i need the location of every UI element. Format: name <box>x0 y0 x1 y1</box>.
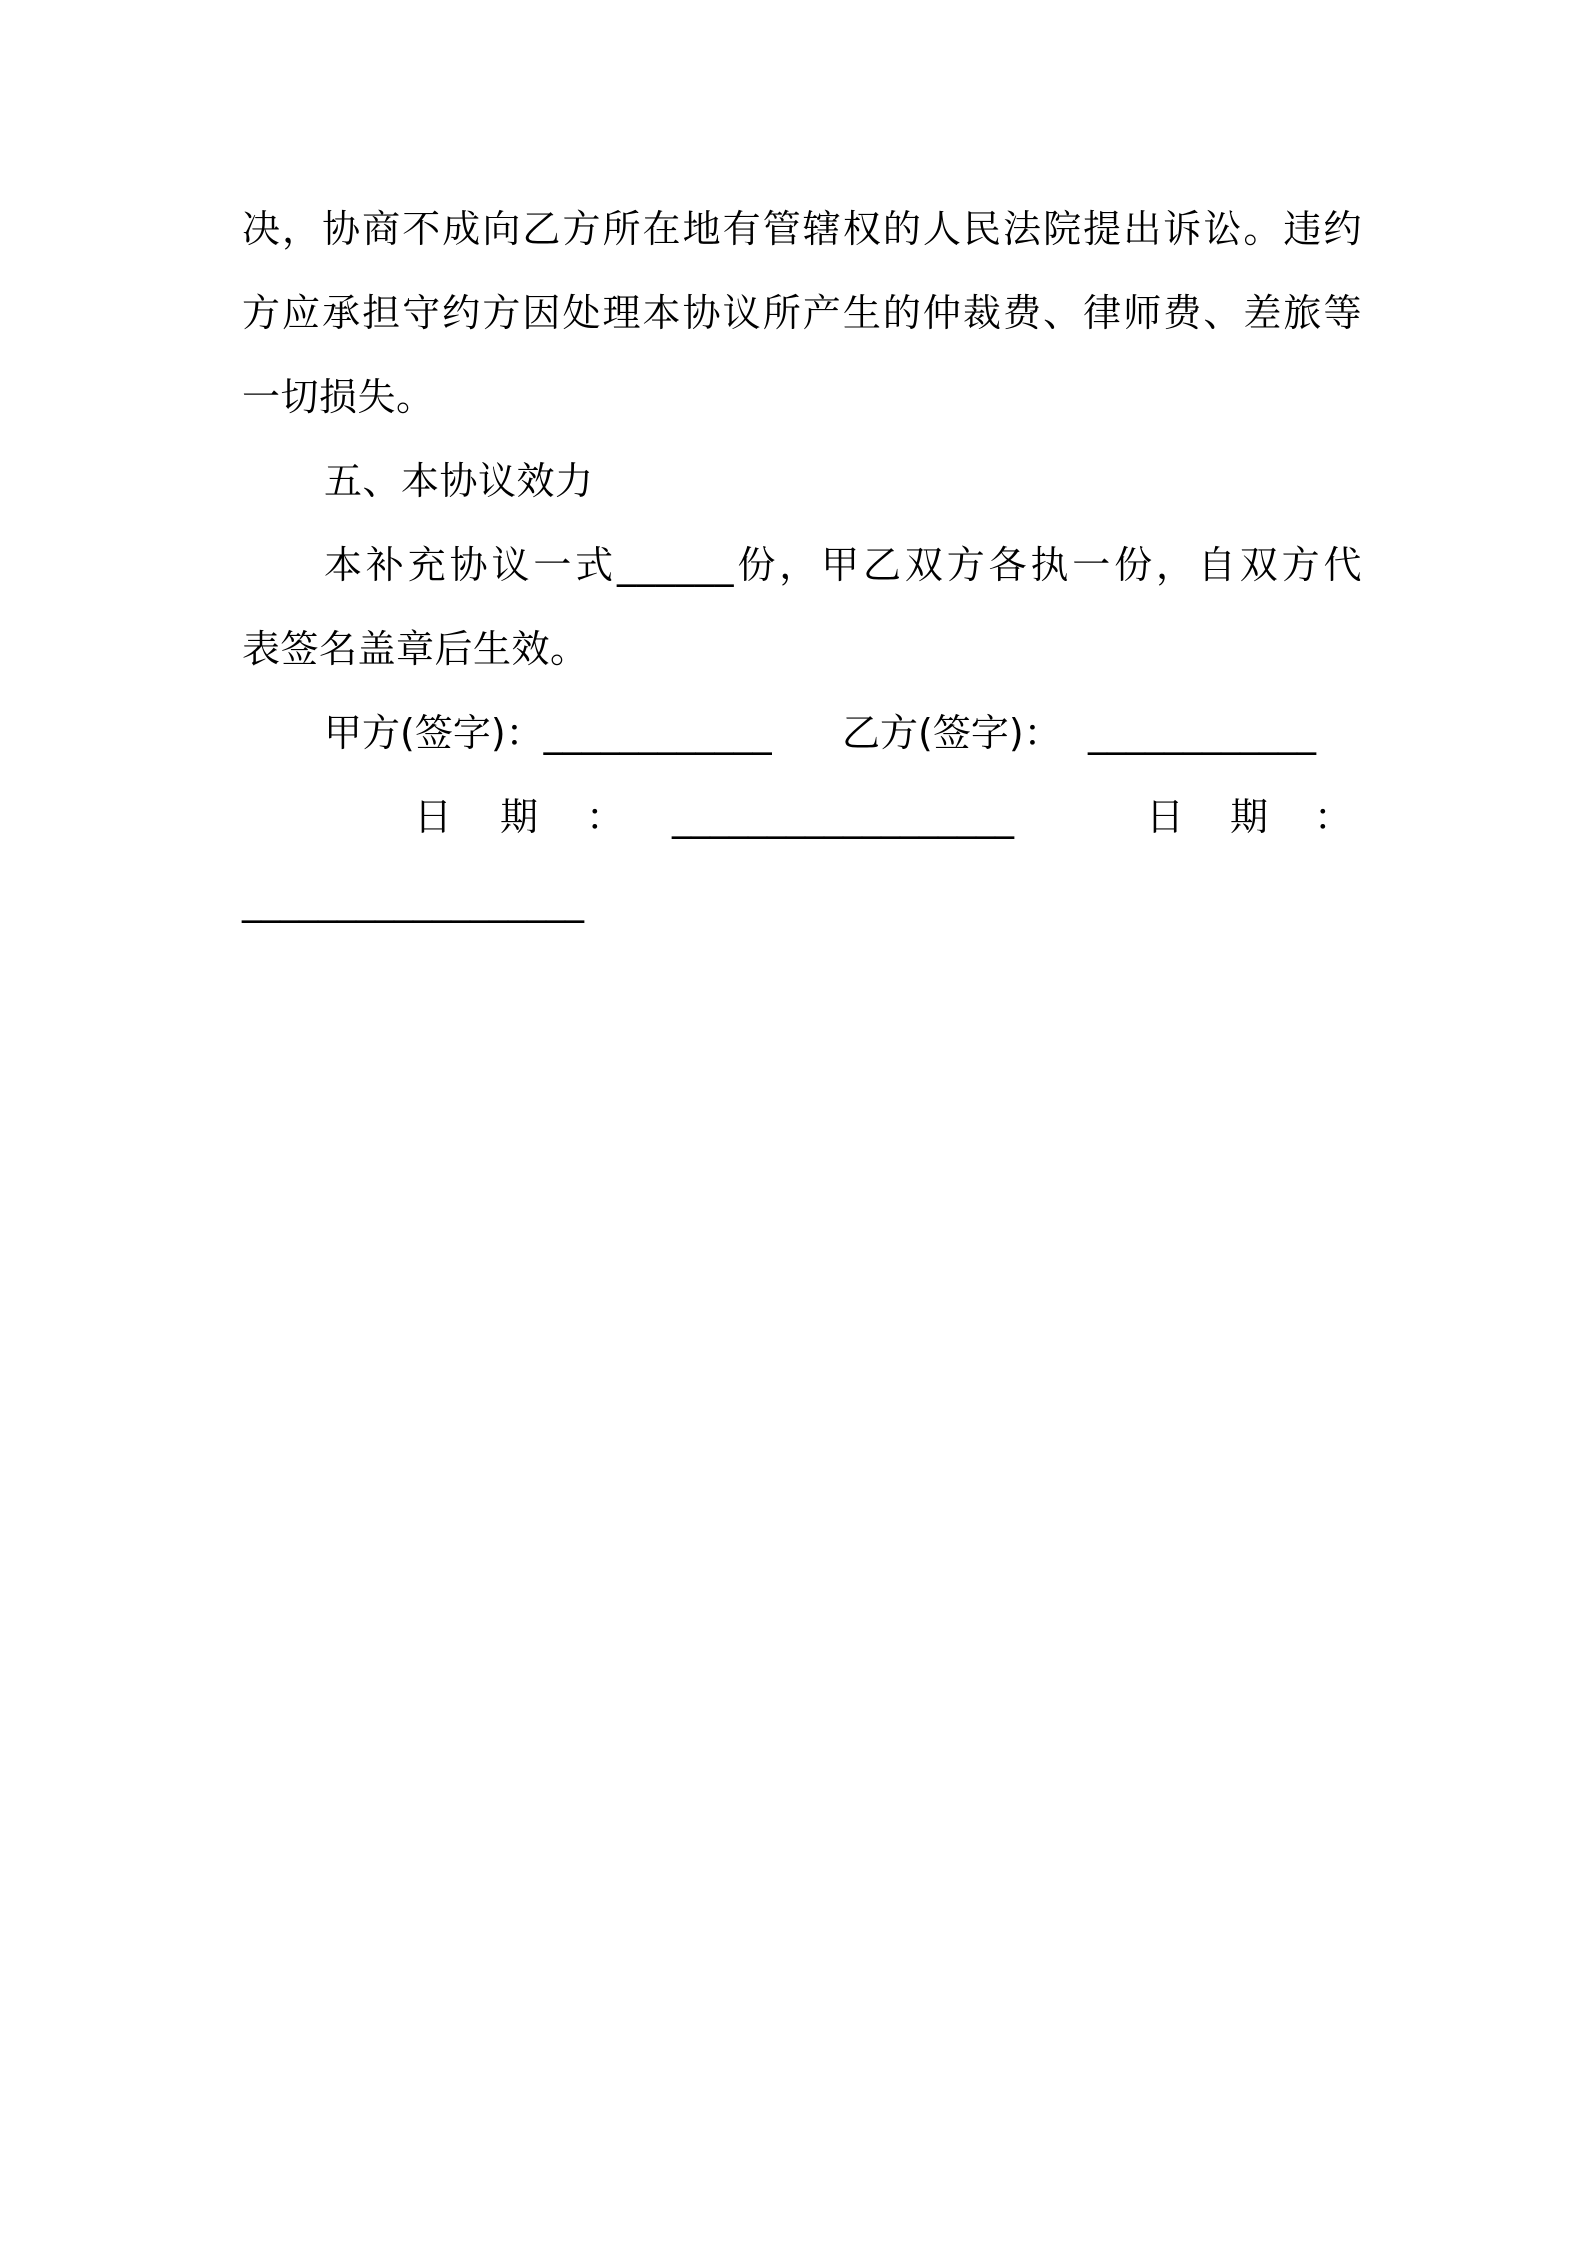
paragraph-line: 本补充协议一式______份，甲乙双方各执一份，自双方代 <box>324 543 1362 587</box>
date-blank-a: __________________ <box>672 795 1014 839</box>
date-label-colon: ： <box>586 795 625 839</box>
date-label-char: 期 <box>1230 795 1269 839</box>
party-b-signature-blank: ____________ <box>1088 711 1316 755</box>
section-heading: 五、本协议效力 <box>324 459 594 503</box>
paragraph-line: 一切损失。 <box>242 375 435 419</box>
date-label-char: 日 <box>414 795 453 839</box>
paragraph-line: 方应承担守约方因处理本协议所产生的仲裁费、律师费、差旅等 <box>242 291 1362 335</box>
date-blank-b: __________________ <box>242 879 584 923</box>
paragraph-line: 表签名盖章后生效。 <box>242 627 589 671</box>
date-label-colon: ： <box>1314 795 1353 839</box>
party-a-signature: 甲方(签字)：____________ <box>324 711 772 755</box>
paragraph-line: 决，协商不成向乙方所在地有管辖权的人民法院提出诉讼。违约 <box>242 207 1362 251</box>
date-label-char: 期 <box>500 795 539 839</box>
party-b-signature-label: 乙方(签字)： <box>842 711 1062 755</box>
date-label-char: 日 <box>1146 795 1185 839</box>
